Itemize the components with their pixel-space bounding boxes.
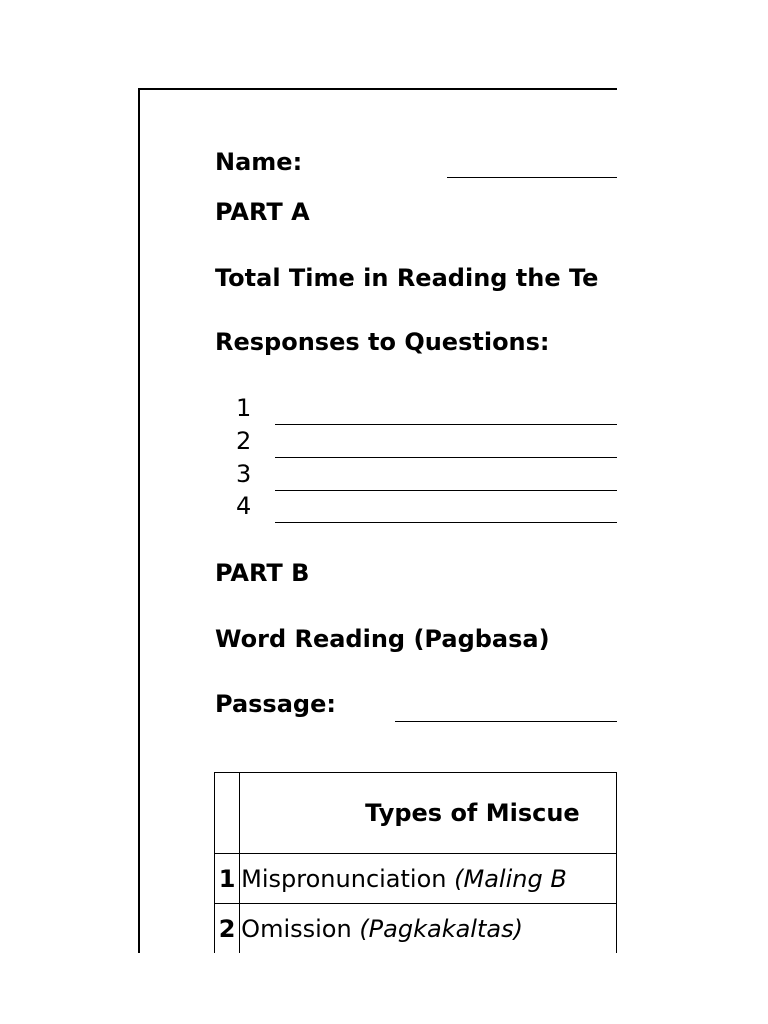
question-number-2: 2 bbox=[236, 427, 252, 455]
total-time-label: Total Time in Reading the Te bbox=[215, 264, 599, 292]
table-row bbox=[215, 904, 617, 954]
miscue-label: Omission bbox=[241, 914, 360, 943]
table-row bbox=[215, 854, 617, 904]
question-number-3: 3 bbox=[236, 460, 252, 488]
row-label-cell bbox=[240, 854, 617, 904]
header-miscue-cell: Types of Miscue bbox=[240, 773, 617, 854]
passage-label: Passage: bbox=[215, 690, 336, 718]
response-line-3[interactable] bbox=[275, 490, 617, 491]
miscue-label: Mispronunciation bbox=[241, 864, 455, 893]
question-number-1: 1 bbox=[236, 394, 252, 422]
header-number-cell bbox=[215, 773, 240, 854]
row-label-cell bbox=[240, 904, 617, 954]
responses-label: Responses to Questions: bbox=[215, 328, 550, 356]
response-line-1[interactable] bbox=[275, 424, 617, 425]
miscue-label-tagalog: (Maling B bbox=[454, 864, 567, 893]
name-input-line[interactable] bbox=[447, 177, 617, 178]
row-number: 2 bbox=[215, 904, 240, 954]
table-header-row bbox=[215, 773, 617, 854]
response-line-4[interactable] bbox=[275, 522, 617, 523]
row-number: 1 bbox=[215, 854, 240, 904]
question-number-4: 4 bbox=[236, 492, 252, 520]
word-reading-label: Word Reading (Pagbasa) bbox=[215, 625, 550, 653]
answer-sheet bbox=[138, 88, 617, 953]
passage-input-line[interactable] bbox=[395, 721, 617, 722]
response-line-2[interactable] bbox=[275, 457, 617, 458]
name-label: Name: bbox=[215, 148, 303, 176]
miscue-table bbox=[214, 772, 617, 953]
part-a-heading: PART A bbox=[215, 198, 310, 226]
part-b-heading: PART B bbox=[215, 559, 310, 587]
miscue-label-tagalog: (Pagkakaltas) bbox=[359, 914, 523, 943]
